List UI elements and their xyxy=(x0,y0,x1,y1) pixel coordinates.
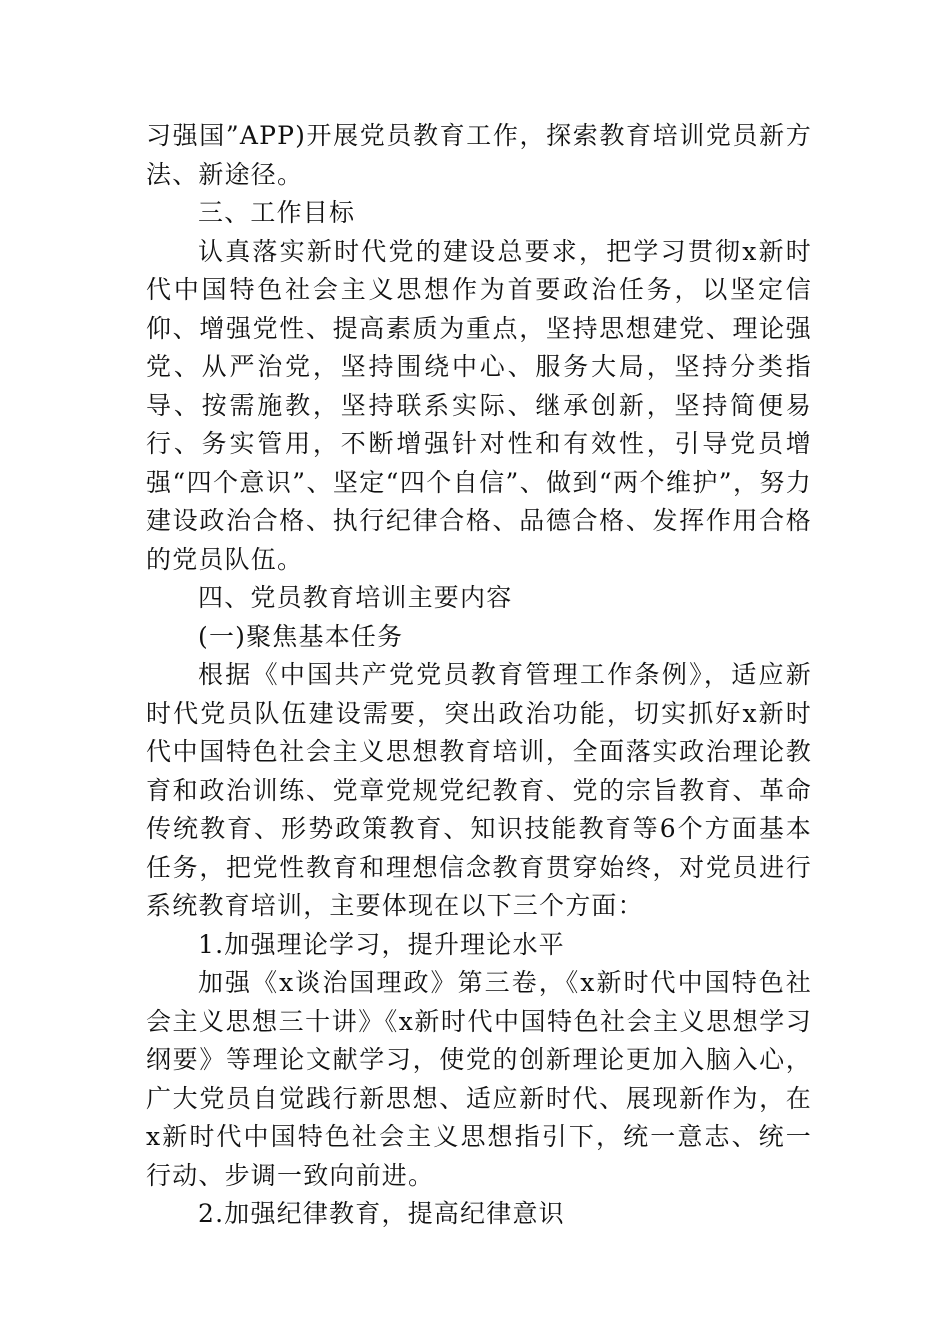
paragraph-basic-tasks: 根据《中国共产党党员教育管理工作条例》，适应新时代党员队伍建设需要，突出政治功能，切实抓好x新时代中国特色社会主义思想教育培训，全面落实政治理论教育和政治训练、党章党规党纪教育、党的宗旨教育、革命传统教育、形势政策教育、知识技能教育等6个方面基本任务，把党性教育和理想信念教育贯穿始终，对党员进行系统教育培训，主要体现在以下三个方面： xyxy=(146,660,812,920)
subsection-heading-basic-tasks: (一)聚焦基本任务 xyxy=(198,621,404,651)
paragraph-continuation: 习强国”APP)开展党员教育工作，探索教育培训党员新方法、新途径。 xyxy=(146,121,812,189)
paragraph-theory-study: 加强《x谈治国理政》第三卷，《x新时代中国特色社会主义思想三十讲》《x新时代中国特色社会主义思想学习纲要》等理论文献学习，使党的创新理论更加入脑入心，广大党员自觉践行新思想、适应新时代、展现新作为，在x新时代中国特色社会主义思想指引下，统一意志、统一行动、步调一致向前进。 xyxy=(146,968,812,1190)
section-heading-work-goals: 三、工作目标 xyxy=(198,198,356,227)
item-heading-discipline-education: 2.加强纪律教育，提高纪律意识 xyxy=(198,1199,565,1228)
item-heading-theory-study: 1.加强理论学习，提升理论水平 xyxy=(198,929,565,959)
paragraph-work-goals: 认真落实新时代党的建设总要求，把学习贯彻x新时代中国特色社会主义思想作为首要政治任务，以坚定信仰、增强党性、提高素质为重点，坚持思想建党、理论强党、从严治党，坚持围绕中心、服务大局，坚持分类指导、按需施教，坚持联系实际、继承创新，坚持简便易行、务实管用，不断增强针对性和有效性，引导党员增强“四个意识”、坚定“四个自信”、做到“两个维护”，努力建设政治合格、执行纪律合格、品德合格、发挥作用合格的党员队伍。 xyxy=(146,236,812,574)
section-heading-training-content: 四、党员教育培训主要内容 xyxy=(198,583,513,612)
document-body xyxy=(146,117,812,1234)
